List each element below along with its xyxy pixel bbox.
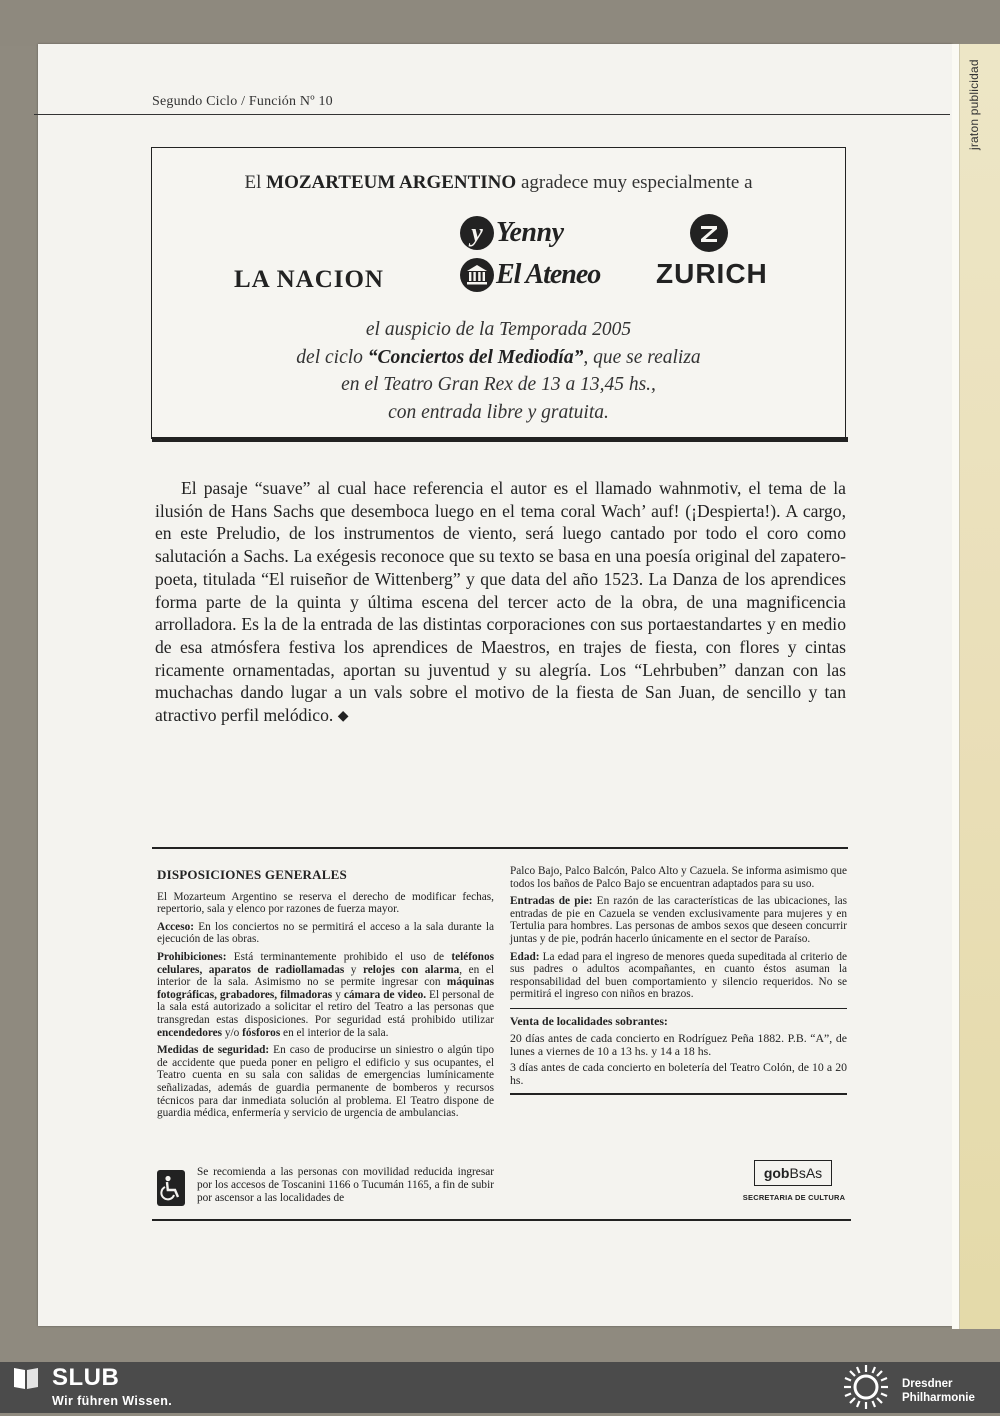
yenny-wordmark: Yenny [496,217,564,248]
header-tick [34,114,46,115]
philharmonie-sun-icon [840,1363,892,1411]
la-nacion-logo: LA NACION [234,266,384,293]
venta-top-rule [510,1008,847,1010]
end-diamond-icon: ◆ [337,709,349,725]
body-paragraph: El pasaje “suave” al cual hace referencia el autor es el llamado wahnmotiv, el tema de la ilusión de Hans Sachs que desemboca luego en el tema coral Wach’ auf! (¡Despierta!). A cargo, en este Preludio, de los instrumentos de viento, será luego cantado por todo el coro como salutación a Sachs. La exégesis reconoce que su texto se basa en una poesía original del zapatero-poeta, titulada “El ruiseñor de Wittenberg” y que data del año 1523. La Danza de los aprendices forma parte de la quinta y última escena del tercer acto de la obra, de una magnificencia arrolladora. Es la de la entrada de las distintas corporaciones con sus portaestandartes y en medio de esa atmósfera festiva los aprendices de Maestros, en trajes de fiesta, con flores y cintas ricamente ornamentadas, aportan su juventud y su alegría. Los “Lehrbuben” danzan con las muchachas dando lugar a un vals sobre el motivo de la fiesta de San Juan, de sencillo y tan atractivo perfil melódico. ◆ [155,478,846,726]
el-ateneo-logo [460,258,600,292]
disposiciones-bottom-rule [152,1219,851,1221]
auspice-text: el auspicio de la Temporada 2005 del ciclo “Conciertos del Mediodía”, que se realiza en el Teatro Gran Rex de 13 a 13,45 hs., con entrada libre y gratuita. [296,319,701,423]
disposiciones-right-column [510,865,847,1095]
yenny-logo [460,216,564,250]
venta-item-2: 3 días antes de cada concierto en boletería del Teatro Colón, de 10 a 20 hs. [510,1060,847,1088]
side-strip [952,44,1000,1329]
edad-item: Edad: La edad para el ingreso de menores queda supeditada al criterio de sus padres o adultos acompañantes, en cuanto éstos asuman la responsabilidad del buen comportamiento y silencio requeridos. No se permitirá el ingreso con niños en brazos. [510,950,847,1001]
yenny-mark-icon: y [460,216,494,250]
movilidad-continued: Palco Bajo, Palco Balcón, Palco Alto y Cazuela. Se informa asimismo que todos los baños de Palco Bajo se encuentran adaptados para su uso. [510,865,847,890]
zurich-mark-icon [690,214,728,252]
acceso-item: Acceso: En los conciertos no se permitirá el acceso a la sala durante la ejecución de las obras. [157,920,494,946]
venta-section [510,1015,847,1087]
venta-title: Venta de localidades sobrantes: [510,1014,668,1029]
movilidad-text: Se recomienda a las personas con movilidad reducida ingresar por los accesos de Toscanini 1166 o Tucumán 1165, a fin de subir por ascensor a las localidades de [197,1166,494,1204]
sponsor-box-shadow [152,437,848,442]
secretaria-cultura-label: SECRETARIA DE CULTURA [742,1193,846,1202]
disposiciones-top-rule [152,847,848,849]
sponsor-box [151,147,846,439]
side-label: jraton publicidad [967,59,981,150]
running-head: Segundo Ciclo / Función Nº 10 [152,94,333,109]
mozarteum-name: MOZARTEUM ARGENTINO [266,172,517,193]
accessibility-note [157,1166,494,1212]
venta-bottom-rule [510,1093,847,1095]
ateneo-building-icon [460,258,494,292]
scan-background [0,0,1000,46]
medidas-item: Medidas de seguridad: En caso de producirse un siniestro o algún tipo de accidente que pueda poner en peligro el edificio y sus ocupantes, el Teatro cuenta en su sala con salidas de emergencias lumínicamente señalizadas, además de guardia permanente de bomberos y recursos técnicos para dar inmediata solución al problema. El Teatro dispone de guardia médica, enfermería y servicio de urgencia de ambulancias. [157,1044,494,1120]
dresdner-philharmonie-label: Dresdner Philharmonie [902,1378,975,1404]
header-rule [46,114,950,115]
disposiciones-intro: El Mozarteum Argentino se reserva el derecho de modificar fechas, repertorio, sala y elenco por razones de fuerza mayor. [157,890,494,916]
thanks-line: El MOZARTEUM ARGENTINO agradece muy especialmente a [244,172,753,193]
disposiciones-title: DISPOSICIONES GENERALES [157,867,347,882]
entradas-item: Entradas de pie: En razón de las características de las ubicaciones, las entradas de pie en Cazuela se venden exclusivamente para mujeres y en Tertulia para hombres. Las personas de ambos sexos que deseen concurrir juntas y de pie, podrán hacerlo únicamente en el sector de Paraíso. [510,895,847,945]
zurich-wordmark: ZURICH [656,258,768,289]
slub-logo-text: SLUB [52,1364,120,1391]
slub-book-icon [12,1365,40,1391]
slub-tagline: Wir führen Wissen. [52,1394,173,1408]
wheelchair-icon [157,1170,185,1206]
disposiciones-left-column [157,869,494,1125]
gobbsas-logo: gob BsAs [754,1160,832,1186]
venta-item-1: 20 días antes de cada concierto en Rodríguez Peña 1882. P.B. “A”, de lunes a viernes de 10 a 13 hs. y 14 a 18 hs. [510,1031,847,1059]
prohibiciones-item: Prohibiciones: Está terminantemente prohibido el uso de teléfonos celulares, aparatos de radiollamadas y relojes con alarma, en el interior de la sala. Asimismo no se permite ingresar con máquinas fotográficas, grabadores, filmadoras y cámara de video. El personal de la sala está autorizado a solicitar el retiro del Teatro a las personas que transgredan estas disposiciones. Por seguridad está prohibido utilizar encendedores y/o fósforos en el interior de la sala. [157,950,495,1039]
el-ateneo-wordmark: El Ateneo [496,259,601,290]
